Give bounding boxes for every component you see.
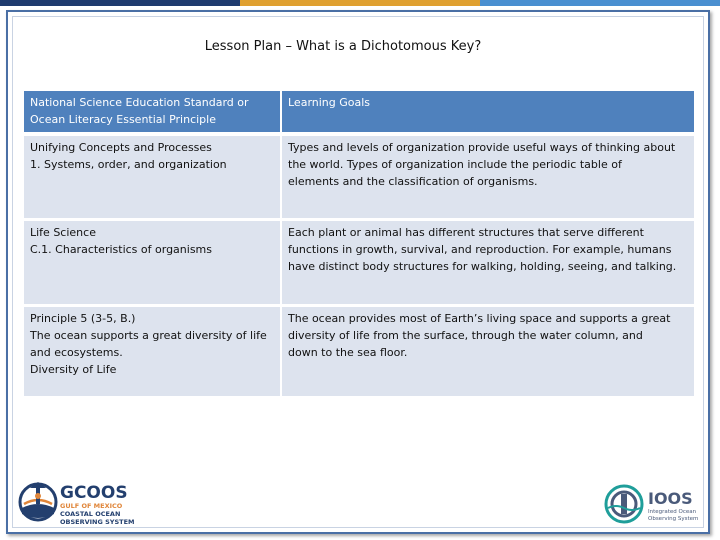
cell-line: 1. Systems, order, and organization [30, 158, 227, 171]
cell-line: and ecosystems. [30, 346, 123, 359]
ioos-line2: Observing System [648, 516, 699, 522]
ioos-line1: Integrated Ocean [648, 509, 697, 515]
lesson-plan-table [24, 91, 696, 399]
table-row [24, 221, 696, 307]
ioos-logo [604, 482, 708, 526]
cell-line: Unifying Concepts and Processes [30, 141, 212, 154]
cell-line: the world. Types of organization include the periodic table of [288, 158, 622, 171]
gcoos-line2: COASTAL OCEAN [60, 510, 121, 518]
header-standard [24, 91, 282, 136]
cell-line: down to the sea floor. [288, 346, 408, 359]
cell-line: have distinct body structures for walking, holding, seeing, and talking. [288, 260, 677, 273]
cell-line: C.1. Characteristics of organisms [30, 243, 212, 256]
header-standard-line: National Science Education Standard or [30, 96, 249, 109]
cell-line: elements and the classification of organisms. [288, 175, 538, 188]
accent-segment-gold [240, 0, 480, 6]
gcoos-line1: GULF OF MEXICO [60, 502, 123, 510]
table-header-row [24, 91, 696, 136]
goals-cell [282, 221, 696, 307]
cell-line: The ocean provides most of Earth’s living space and supports a great [288, 312, 671, 325]
table-row [24, 307, 696, 399]
cell-line: Each plant or animal has different structures that serve different [288, 226, 644, 239]
header-learning-goals-label: Learning Goals [288, 96, 371, 109]
gcoos-logo [18, 478, 158, 526]
standard-cell [24, 221, 282, 307]
standard-cell [24, 136, 282, 221]
cell-line: Principle 5 (3-5, B.) [30, 312, 136, 325]
header-learning-goals [282, 91, 696, 136]
top-accent-bar [0, 0, 720, 6]
cell-line: diversity of life from the surface, through the water column, and [288, 329, 643, 342]
cell-line: Diversity of Life [30, 363, 117, 376]
gcoos-name: GCOOS [60, 483, 128, 503]
header-standard-line: Ocean Literacy Essential Principle [30, 113, 216, 126]
table-row [24, 136, 696, 221]
cell-line: Life Science [30, 226, 96, 239]
accent-segment-blue [480, 0, 720, 6]
accent-segment-navy [0, 0, 240, 6]
ioos-name: IOOS [648, 489, 693, 508]
goals-cell [282, 307, 696, 399]
goals-cell [282, 136, 696, 221]
gcoos-line3: OBSERVING SYSTEM [60, 518, 135, 526]
cell-line: The ocean supports a great diversity of life [30, 329, 267, 342]
cell-line: functions in growth, survival, and reproduction. For example, humans [288, 243, 672, 256]
cell-line: Types and levels of organization provide useful ways of thinking about [288, 141, 676, 154]
standard-cell [24, 307, 282, 399]
page-title: Lesson Plan – What is a Dichotomous Key? [204, 39, 482, 54]
